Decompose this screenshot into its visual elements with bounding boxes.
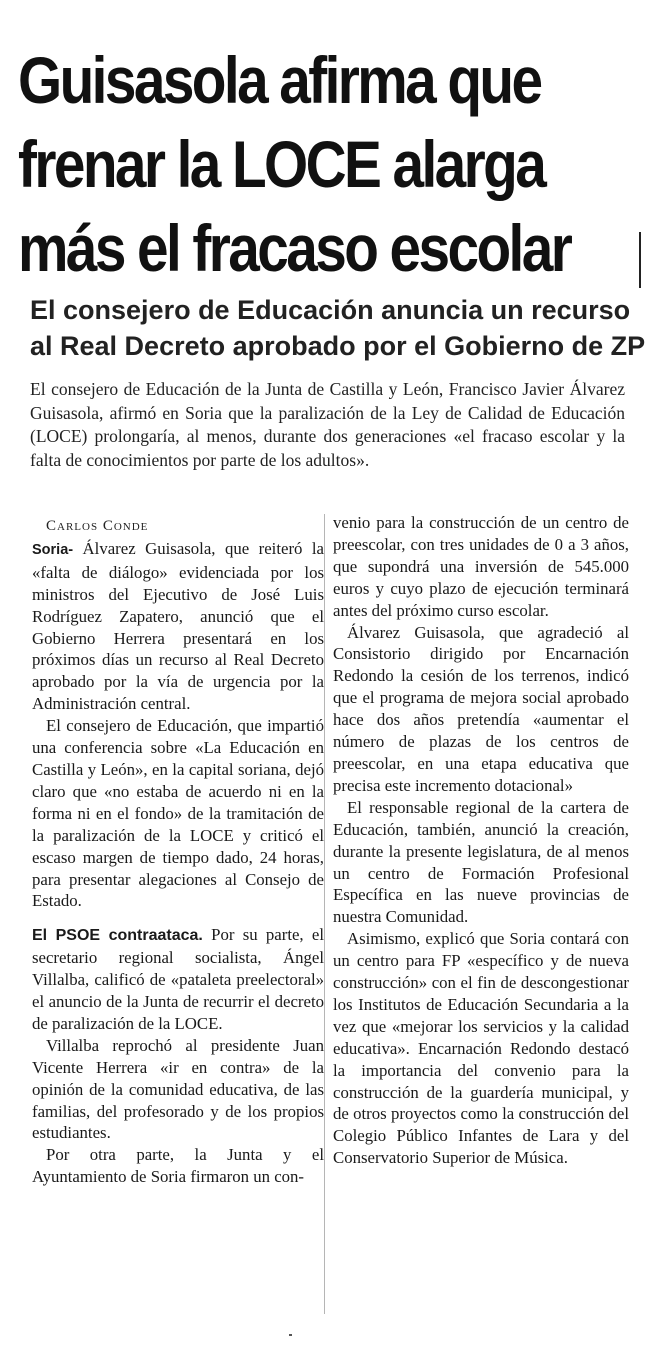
- subtitle-line-2: al Real Decreto aprobado por el Gobierno de ZP: [30, 331, 646, 361]
- right-column: [333, 512, 629, 1169]
- body-paragraph-9: Asimismo, explicó que Soria contará con un centro para FP «específico y de nueva construcción» con el fin de descongestionar los Institutos de Educación Secundaria a la vez que «mejorar los servicios y la calidad educativa». Encarnación Redondo destacó la importancia del convenio para la construcción de la guardería municipal, y de otros proyectos como la construcción del Colegio Público Infantes de Lara y del Conservatorio Superior de Música.: [333, 929, 629, 1168]
- left-column: [32, 516, 324, 1188]
- body-paragraph-2: El consejero de Educación, que impartió una conferencia sobre «La Educación en Castilla y León», en la capital soriana, dejó claro que «no estaba de acuerdo ni en la forma ni en el fondo» de la tramitación de la paralización de la LOCE y criticó el escaso margen de tiempo dado, 24 horas, para presentar alegaciones al Consejo de Estado.: [32, 716, 324, 911]
- body-paragraph-6: venio para la construcción de un centro de preescolar, con tres unidades de 0 a 3 años, que supondrá una inversión de 545.000 euros y cuyo plazo de ejecución terminará antes del próximo curso escolar.: [333, 513, 629, 620]
- lead-paragraph: El consejero de Educación de la Junta de Castilla y León, Francisco Javier Álvarez Guisasola, afirmó en Soria que la paralización de la Ley de Calidad de Educación (LOCE) prolongaría, al menos, durante dos generaciones «el fracaso escolar y la falta de conocimientos por parte de los adultos».: [30, 379, 625, 470]
- body-paragraph-1: [32, 538, 324, 715]
- dateline: Soria-: [32, 541, 74, 558]
- subtitle-line-1: El consejero de Educación anuncia un recurso: [30, 295, 631, 325]
- print-speck: [289, 1334, 292, 1336]
- body-paragraph-7: Álvarez Guisasola, que agradeció al Consistorio dirigido por Encarnación Redondo la cesión de los terrenos, indicó que el programa de mejora social aprobado hace dos años pretendía «aumentar el número de plazas de los centros de preescolar, en una etapa educativa que precisa este incremento dotacional»: [333, 622, 629, 795]
- column-divider: [324, 514, 325, 1314]
- body-paragraph-5: Por otra parte, la Junta y el Ayuntamiento de Soria firmaron un con-: [32, 1145, 324, 1187]
- headline: [18, 38, 571, 290]
- margin-rule-mark: [639, 232, 641, 288]
- section-heading: El PSOE contraataca.: [32, 927, 203, 945]
- byline: Carlos Conde: [46, 518, 149, 534]
- subtitle: [30, 292, 646, 364]
- body-paragraph-4: Villalba reprochó al presidente Juan Vicente Herrera «ir en contra» de la opinión de la comunidad educativa, de las familias, del profesorado y de los propios estudiantes.: [32, 1035, 324, 1143]
- body-paragraph-8: El responsable regional de la cartera de Educación, también, anunció la creación, durante la presente legislatura, de al menos un centro de Formación Profesional Específica en las nueve provincias de nuestra Comunidad.: [333, 797, 629, 927]
- headline-line-2: frenar la LOCE alarga: [18, 127, 545, 201]
- headline-line-1: Guisasola afirma que: [18, 43, 541, 117]
- body-paragraph-3: [32, 924, 324, 1035]
- body-paragraph-3-text: Por su parte, el secretario regional socialista, Ángel Villalba, calificó de «pataleta preelectoral» el anuncio de la Junta de recurrir el decreto de paralización de la LOCE.: [32, 925, 325, 1033]
- headline-line-3: más el fracaso escolar: [18, 211, 571, 285]
- body-paragraph-1-text: Álvarez Guisasola, que reiteró la «falta de diálogo» evidenciada por los ministros del Ejecutivo de José Luis Rodríguez Zapatero, anunció que el Gobierno Herrera presentará en los próximos días un recurso al Real Decreto aprobado por la vía de urgencia por la Administración central.: [32, 538, 324, 714]
